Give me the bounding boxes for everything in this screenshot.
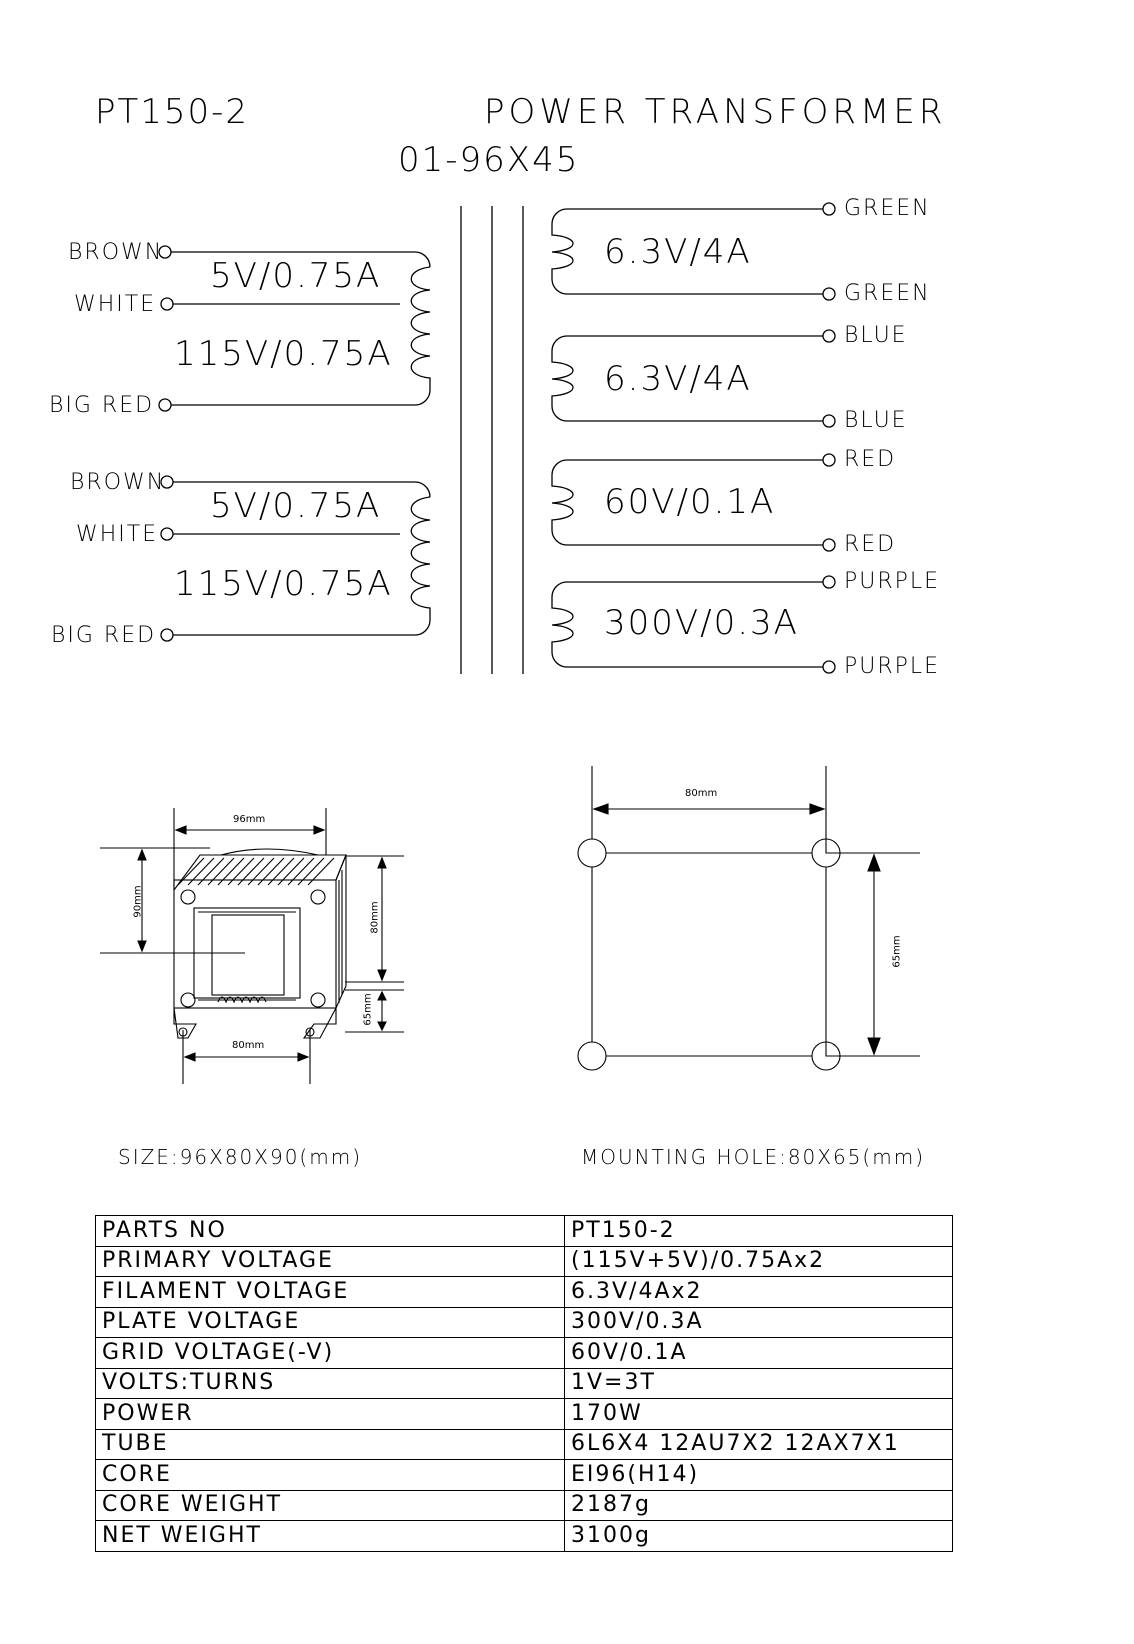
winding-5v-2: 5V/0.75A — [210, 486, 382, 526]
table-row — [96, 1460, 953, 1491]
spec-label: TUBE — [96, 1429, 565, 1460]
table-row — [96, 1216, 953, 1247]
wire-label-brown-1: BROWN — [68, 240, 164, 265]
spec-label: PRIMARY VOLTAGE — [96, 1246, 565, 1277]
spec-label: POWER — [96, 1399, 565, 1430]
dim-feet-label: 80mm — [232, 1040, 265, 1051]
spec-value: EI96(H14) — [565, 1460, 953, 1491]
wire-label-white-1: WHITE — [74, 292, 157, 317]
wire-label-blue-top: BLUE — [844, 323, 908, 348]
spec-label: VOLTS:TURNS — [96, 1368, 565, 1399]
winding-115v-1: 115V/0.75A — [174, 334, 393, 374]
page-title: POWER TRANSFORMER — [484, 92, 947, 132]
spec-value: (115V+5V)/0.75Ax2 — [565, 1246, 953, 1277]
hole-dim-y-label: 65mm — [891, 935, 903, 968]
winding-300v: 300V/0.3A — [604, 603, 799, 643]
table-row — [96, 1521, 953, 1552]
table-row — [96, 1368, 953, 1399]
mounting-hole-drawing — [578, 766, 920, 1070]
table-row — [96, 1246, 953, 1277]
winding-6v3-1: 6.3V/4A — [604, 232, 752, 272]
spec-label: CORE — [96, 1460, 565, 1491]
spec-label: PLATE VOLTAGE — [96, 1307, 565, 1338]
hole-dim-x-label: 80mm — [685, 788, 718, 799]
wire-label-bigred-1: BIG RED — [49, 393, 155, 418]
spec-value: 170W — [565, 1399, 953, 1430]
wire-label-blue-bot: BLUE — [844, 408, 908, 433]
spec-label: PARTS NO — [96, 1216, 565, 1247]
spec-value: 2187g — [565, 1490, 953, 1521]
table-row — [96, 1429, 953, 1460]
table-row — [96, 1307, 953, 1338]
table-row — [96, 1338, 953, 1369]
part-number: PT150-2 — [95, 92, 250, 132]
wire-label-white-2: WHITE — [76, 522, 159, 547]
spec-label: GRID VOLTAGE(-V) — [96, 1338, 565, 1369]
spec-value: 300V/0.3A — [565, 1307, 953, 1338]
winding-6v3-2: 6.3V/4A — [604, 359, 752, 399]
spec-value: 1V=3T — [565, 1368, 953, 1399]
winding-5v-1: 5V/0.75A — [210, 256, 382, 296]
mounting-hole-caption: MOUNTING HOLE:80X65(mm) — [581, 1145, 925, 1169]
spec-table — [95, 1215, 953, 1552]
transformer-core — [461, 206, 523, 674]
spec-label: FILAMENT VOLTAGE — [96, 1277, 565, 1308]
wire-label-green-top: GREEN — [844, 196, 931, 221]
wire-label-red-top: RED — [844, 447, 897, 472]
table-row — [96, 1277, 953, 1308]
spec-label: NET WEIGHT — [96, 1521, 565, 1552]
wire-label-brown-2: BROWN — [70, 470, 166, 495]
spec-value: 6L6X4 12AU7X2 12AX7X1 — [565, 1429, 953, 1460]
wire-label-purple-top: PURPLE — [844, 569, 941, 594]
winding-60v: 60V/0.1A — [604, 482, 776, 522]
wire-label-purple-bot: PURPLE — [844, 654, 941, 679]
spec-value: 3100g — [565, 1521, 953, 1552]
wire-label-bigred-2: BIG RED — [51, 623, 157, 648]
dim-base-label: 65mm — [362, 993, 374, 1026]
dim-height-label: 90mm — [132, 885, 144, 918]
dim-width-label: 96mm — [233, 814, 266, 825]
wire-label-green-bot: GREEN — [844, 281, 931, 306]
spec-value: PT150-2 — [565, 1216, 953, 1247]
size-caption: SIZE:96X80X90(mm) — [118, 1145, 362, 1169]
winding-115v-2: 115V/0.75A — [174, 564, 393, 604]
table-row — [96, 1490, 953, 1521]
table-row — [96, 1399, 953, 1430]
wire-label-red-bot: RED — [844, 532, 897, 557]
spec-label: CORE WEIGHT — [96, 1490, 565, 1521]
page-subtitle: 01-96X45 — [398, 140, 580, 180]
spec-value: 60V/0.1A — [565, 1338, 953, 1369]
spec-value: 6.3V/4Ax2 — [565, 1277, 953, 1308]
dim-core-label: 80mm — [369, 901, 381, 934]
